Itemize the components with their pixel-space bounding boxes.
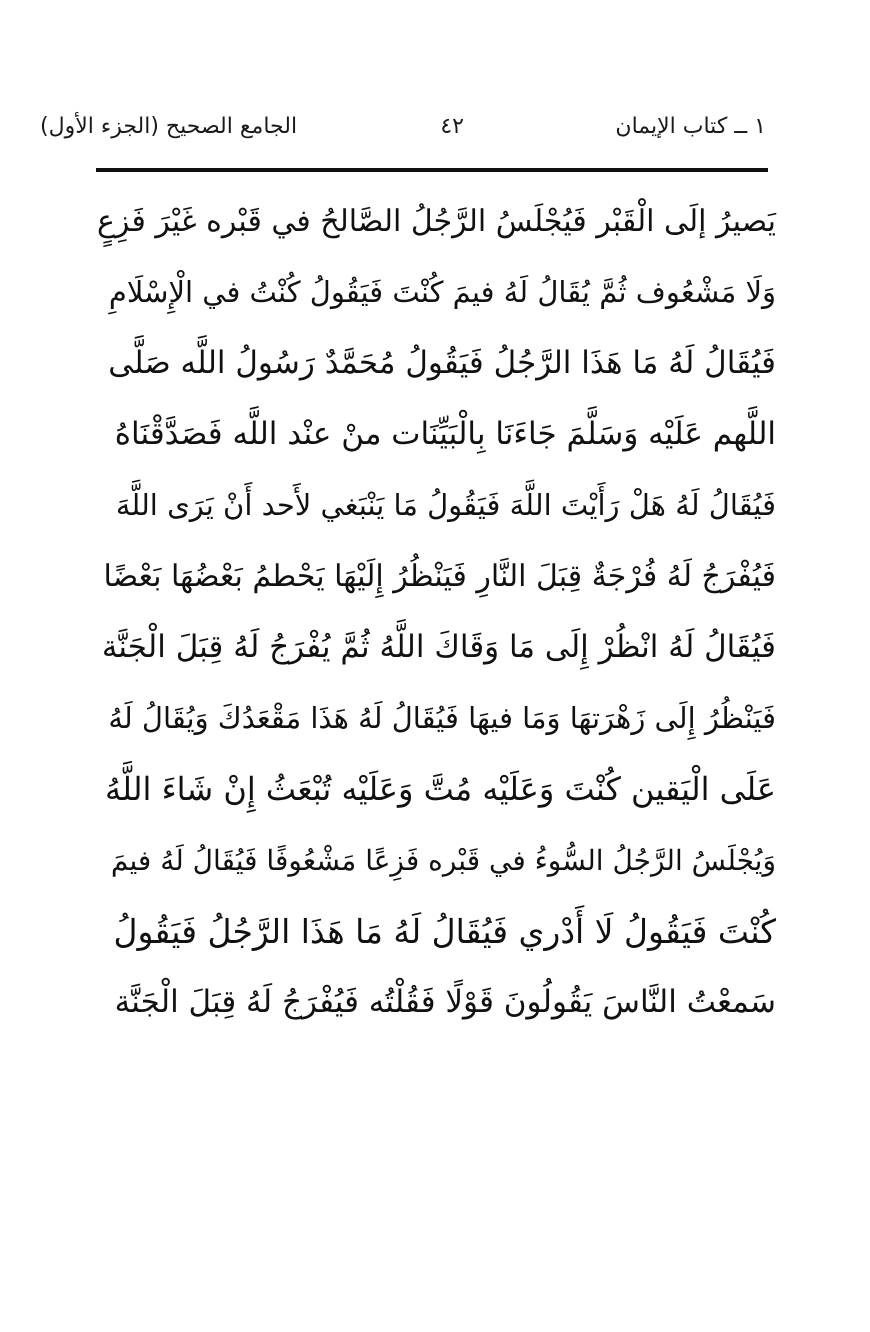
book-title: الجامع الصحيح (الجزء الأول) [40,114,298,139]
hadith-text [96,186,776,1038]
text-line: فَيُقَالُ لَهُ مَا هَذَا الرَّجُلُ فَيَقُولُ مُحَمَّدٌ رَسُولُ اللَّه صَلَّى [108,345,776,381]
text-line: فَيُقَالُ لَهُ انْظُرْ إِلَى مَا وَقَاكَ اللَّهُ ثُمَّ يُفْرَجُ لَهُ قِبَلَ الْجَنَّة [101,629,776,665]
text-line: يَصيرُ إلَى الْقَبْر فَيُجْلَسُ الرَّجُلُ الصَّالحُ في قَبْره غَيْرَ فَزِعٍ [97,204,776,239]
text-line: وَلَا مَشْعُوف ثُمَّ يُقَالُ لَهُ فيمَ كُنْتَ فَيَقُولُ كُنْتُ في الْإِسْلَامِ [108,275,776,309]
text-line: فَيُقَالُ لَهُ هَلْ رَأَيْتَ اللَّهَ فَيَقُولُ مَا يَنْبَغي لأَحد أَنْ يَرَى اللَّهَ [115,488,776,522]
text-line: كُنْتَ فَيَقُولُ لَا أَدْري فَيُقَالُ لَهُ مَا هَذَا الرَّجُلُ فَيَقُولُ [113,912,776,951]
page-header [40,108,766,152]
chapter-title: ١ ــ كتاب الإيمان [615,114,766,139]
text-line: فَيَنْظُرُ إِلَى زَهْرَتهَا وَمَا فيهَا فَيُقَالُ لَهُ هَذَا مَقْعَدُكَ وَيُقَالُ لَهُ [108,701,776,735]
text-line: اللَّهم عَلَيْه وَسَلَّمَ جَاءَنَا بِالْبَيِّنَات منْ عنْد اللَّه فَصَدَّقْنَاهُ [114,416,776,452]
text-line: وَيُجْلَسُ الرَّجُلُ السُّوءُ في قَبْره فَزِعًا مَشْعُوفًا فَيُقَالُ لَهُ فيمَ [110,844,776,877]
page-number: ٤٢ [440,114,464,139]
text-line: سَمعْتُ النَّاسَ يَقُولُونَ قَوْلًا فَقُلْتُه فَيُفْرَجُ لَهُ قِبَلَ الْجَنَّة [114,984,776,1020]
text-line: عَلَى الْيَقين كُنْتَ وَعَلَيْه مُتَّ وَعَلَيْه تُبْعَثُ إِنْ شَاءَ اللَّهُ [105,770,776,808]
text-line: فَيُفْرَجُ لَهُ فُرْجَةٌ قِبَلَ النَّارِ فَيَنْظُرُ إِلَيْهَا يَحْطمُ بَعْضُهَا بَعْضًا [103,559,776,594]
header-divider [96,168,768,172]
